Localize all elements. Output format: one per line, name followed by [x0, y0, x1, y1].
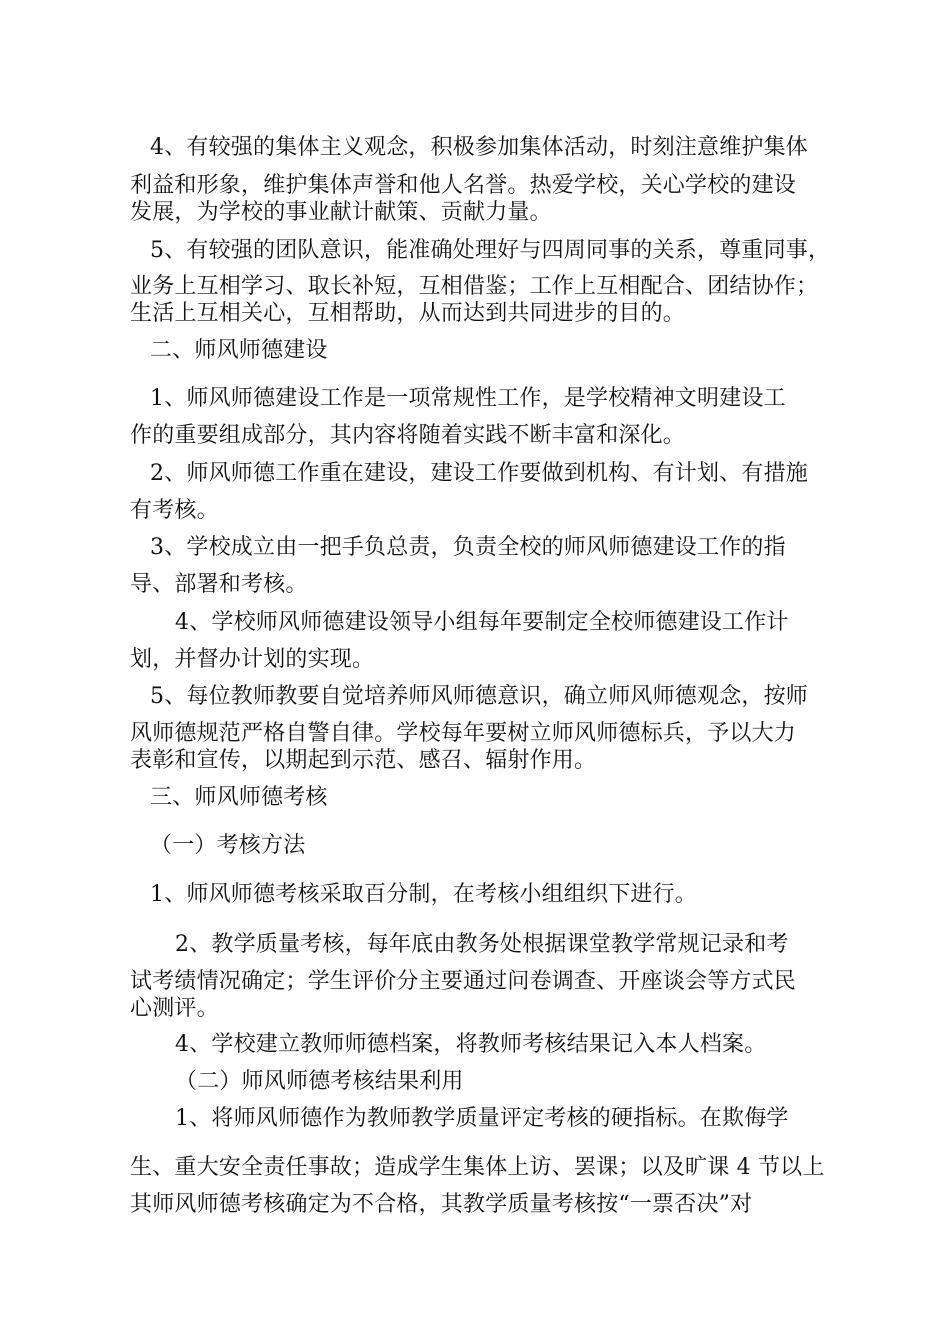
- paragraph-line: 试考绩情况确定；学生评价分主要通过问卷调查、开座谈会等方式民: [130, 969, 797, 994]
- section-heading: 二、师风师德建设: [150, 338, 328, 363]
- paragraph-line: 心测评。: [130, 996, 219, 1021]
- paragraph-line: 生、重大安全责任事故；造成学生集体上访、罢课；以及旷课 4 节以上: [130, 1155, 825, 1180]
- paragraph-line: 4、学校建立教师师德档案，将教师考核结果记入本人档案。: [175, 1032, 767, 1057]
- paragraph-line: 业务上互相学习、取长补短，互相借鉴；工作上互相配合、团结协作；: [130, 274, 819, 299]
- subsection-heading: （一）考核方法: [150, 833, 306, 858]
- paragraph-line: 表彰和宣传，以期起到示范、感召、辐射作用。: [130, 748, 597, 773]
- paragraph-line: 4、有较强的集体主义观念，积极参加集体活动，时刻注意维护集体: [150, 135, 808, 160]
- paragraph-line: 发展，为学校的事业献计献策、贡献力量。: [130, 200, 552, 225]
- paragraph-line: 其师风师德考核确定为不合格，其教学质量考核按“一票否决”对: [130, 1192, 753, 1217]
- paragraph-line: 5、每位教师教要自觉培养师风师德意识，确立师风师德观念，按师: [150, 684, 808, 709]
- paragraph-line: 4、学校师风师德建设领导小组每年要制定全校师德建设工作计: [175, 610, 789, 635]
- paragraph-line: 导、部署和考核。: [130, 572, 308, 597]
- paragraph-line: 生活上互相关心，互相帮助，从而达到共同进步的目的。: [130, 301, 686, 326]
- paragraph-line: 1、师风师德建设工作是一项常规性工作，是学校精神文明建设工: [150, 386, 786, 411]
- subsection-heading: （二）师风师德考核结果利用: [175, 1069, 464, 1094]
- paragraph-line: 1、将师风师德作为教师教学质量评定考核的硬指标。在欺侮学: [175, 1106, 789, 1131]
- paragraph-line: 作的重要组成部分，其内容将随着实践不断丰富和深化。: [130, 423, 686, 448]
- paragraph-line: 3、学校成立由一把手负总责，负责全校的师风师德建设工作的指: [150, 535, 786, 560]
- paragraph-line: 5、有较强的团队意识，能准确处理好与四周同事的关系，尊重同事，: [150, 238, 830, 263]
- paragraph-line: 有考核。: [130, 498, 219, 523]
- section-heading: 三、师风师德考核: [150, 785, 328, 810]
- paragraph-line: 2、师风师德工作重在建设，建设工作要做到机构、有计划、有措施: [150, 461, 808, 486]
- paragraph-line: 利益和形象，维护集体声誉和他人名誉。热爱学校，关心学校的建设: [130, 173, 797, 198]
- paragraph-line: 2、教学质量考核，每年底由教务处根据课堂教学常规记录和考: [175, 932, 789, 957]
- paragraph-line: 风师德规范严格自警自律。学校每年要树立师风师德标兵，予以大力: [130, 721, 797, 746]
- paragraph-line: 划，并督办计划的实现。: [130, 647, 375, 672]
- paragraph-line: 1、师风师德考核采取百分制，在考核小组组织下进行。: [150, 882, 697, 907]
